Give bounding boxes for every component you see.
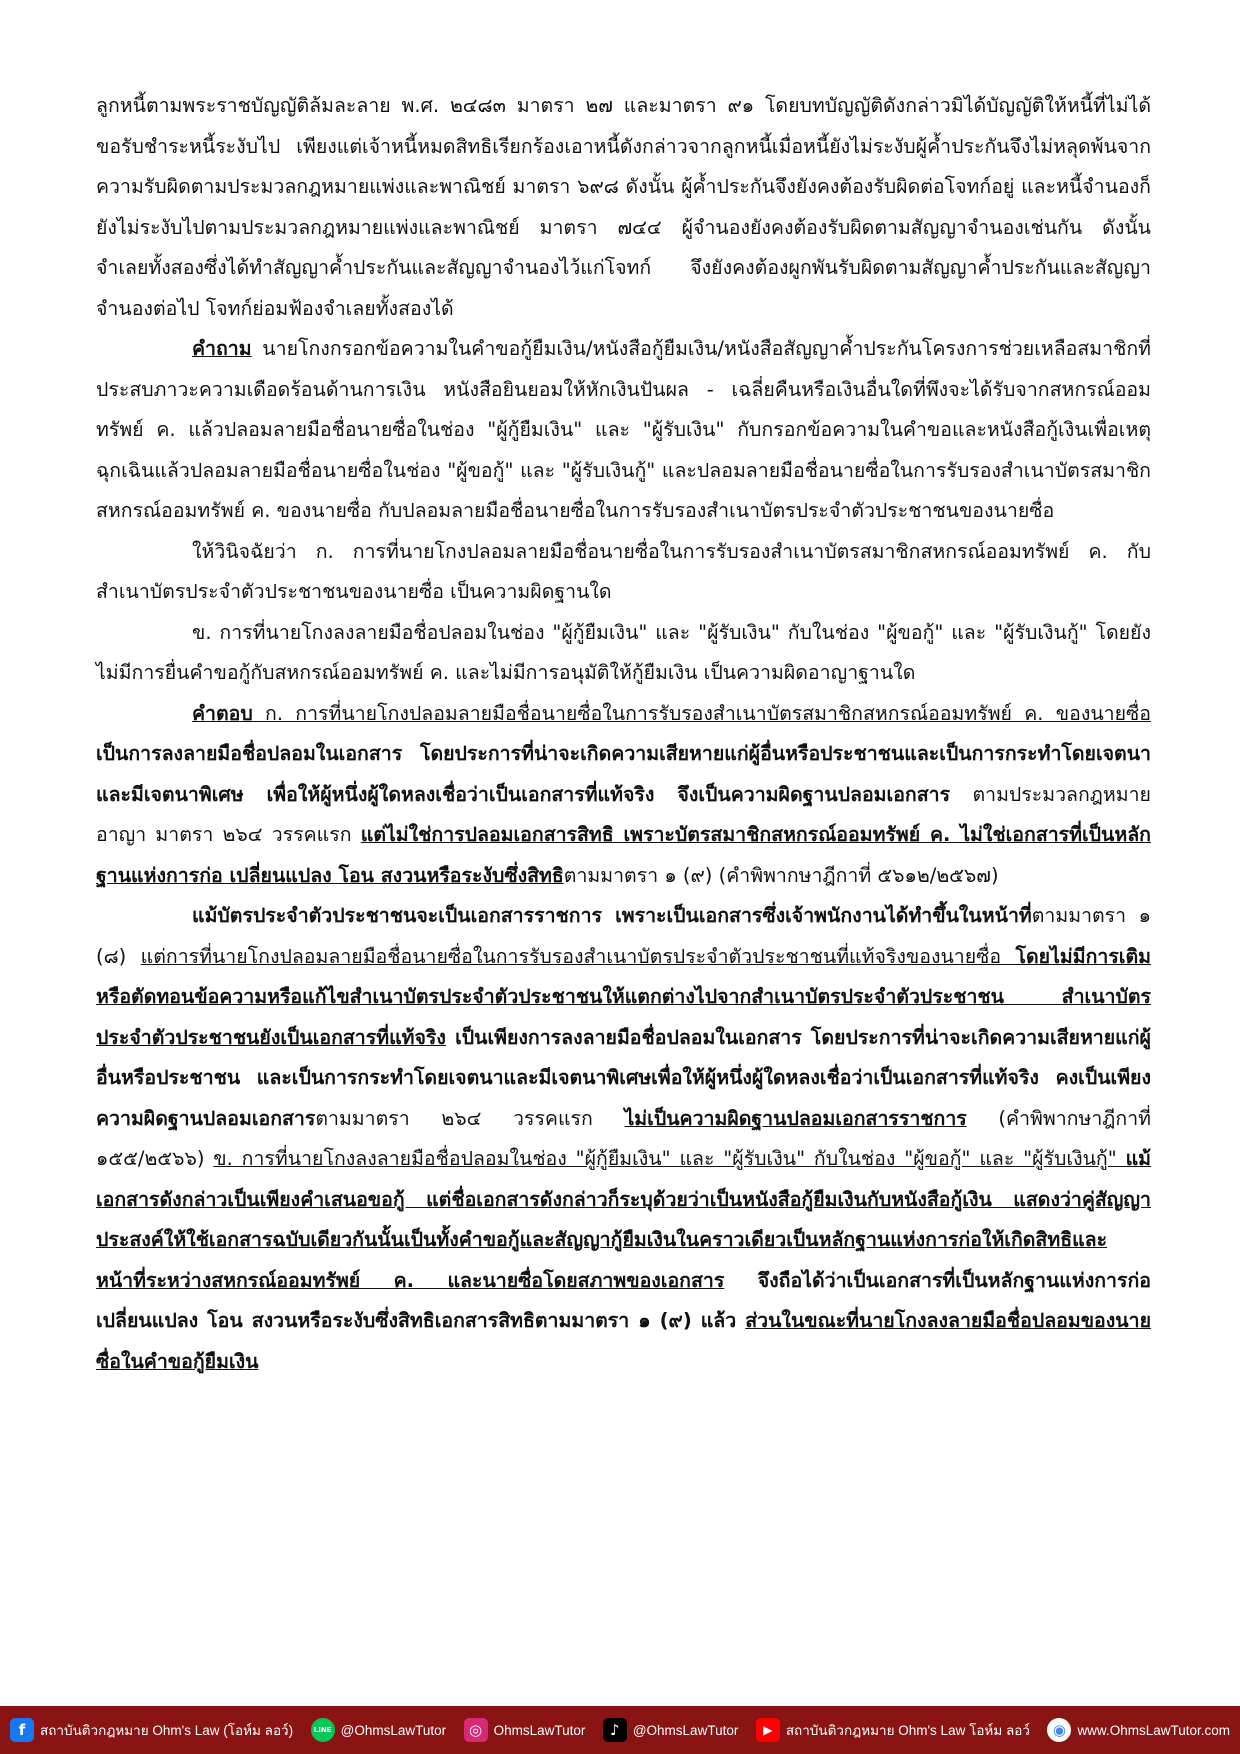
- answer-2-bold-underlined-3: แม้เอกสารดังกล่าวเป็นเพียงคำเสนอขอกู้ แต่ชื่อเอกสารดังกล่าวก็ระบุด้วยว่าเป็นหนังสือกู้ยืมเงินกับหนังสือกู้เงิน แสดงว่าคู่สัญญาประสงค์ให้ใช้เอกสารฉบับเดียวกันนั้นเป็นทั้งคำขอกู้และสัญญากู้ยืมเงินในคราวเดียวเป็นหลักฐานแห่งการก่อให้เกิดสิทธิและหน้าที่ระหว่างสหกรณ์ออมทรัพย์ ค. และนายซื่อโดยสภาพของเอกสาร: [96, 1147, 1151, 1292]
- answer-2-text-2: ตามมาตรา ๒๖๔ วรรคแรก: [315, 1106, 625, 1130]
- answer-2-underlined: แต่การที่นายโกงปลอมลายมือชื่อนายซื่อในการรับรองสำเนาบัตรประจำตัวประชาชนที่แท้จริงของนายซื่อ: [140, 944, 1016, 968]
- website-link[interactable]: [1047, 1718, 1230, 1742]
- youtube-icon: ▶: [756, 1718, 780, 1742]
- answer-2-bold-underlined-2: ไม่เป็นความผิดฐานปลอมเอกสารราชการ: [624, 1106, 967, 1130]
- instagram-text: OhmsLawTutor: [493, 1722, 586, 1738]
- answer-1-underlined: ก. การที่นายโกงปลอมลายมือชื่อนายซื่อในการรับรองสำเนาบัตรสมาชิกสหกรณ์ออมทรัพย์ ค. ของนายซื่อ: [252, 701, 1151, 725]
- tiktok-text: @OhmsLawTutor: [632, 1722, 739, 1738]
- facebook-icon: f: [10, 1718, 34, 1742]
- tiktok-link[interactable]: [603, 1718, 738, 1742]
- answer-1-text: ตามประมวลกฎหมายอาญา มาตรา ๒๖๔ วรรคแรก: [96, 782, 1151, 846]
- instagram-link[interactable]: [464, 1718, 586, 1742]
- answer-2-underlined-2: ข. การที่นายโกงลงลายมือชื่อปลอมในช่อง "ผู้กู้ยืมเงิน" และ "ผู้รับเงิน" กับในช่อง "ผู้ขอกู้" และ "ผู้รับเงินกู้": [213, 1147, 1126, 1170]
- paragraph-1: ลูกหนี้ตามพระราชบัญญัติล้มละลาย พ.ศ. ๒๔๘๓ มาตรา ๒๗ และมาตรา ๙๑ โดยบทบัญญัติดังกล่าวมิได้บัญญัติให้หนี้ที่ไม่ได้ขอรับชำระหนี้ระงับไป เพียงแต่เจ้าหนี้หมดสิทธิเรียกร้องเอาหนี้ดังกล่าวจากลูกหนี้เมื่อหนี้ยังไม่ระงับผู้ค้ำประกันจึงไม่หลุดพ้นจากความรับผิดตามประมวลกฎหมายแพ่งและพาณิชย์ มาตรา ๖๙๘ ดังนั้น ผู้ค้ำประกันจึงยังคงต้องรับผิดต่อโจทก์อยู่ และหนี้จำนองก็ยังไม่ระงับไปตามประมวลกฎหมายแพ่งและพาณิชย์ มาตรา ๗๔๔ ผู้จำนองยังคงต้องรับผิดตามสัญญาจำนองเช่นกัน ดังนั้น จำเลยทั้งสองซึ่งได้ทำสัญญาค้ำประกันและสัญญาจำนองไว้แก่โจทก์ จึงยังคงต้องผูกพันรับผิดตามสัญญาค้ำประกันและสัญญาจำนองต่อไป โจทก์ย่อมฟ้องจำเลยทั้งสองได้: [96, 94, 1151, 320]
- question-part-b: ข. การที่นายโกงลงลายมือชื่อปลอมในช่อง "ผู้กู้ยืมเงิน" และ "ผู้รับเงิน" กับในช่อง "ผู้ขอกู้" และ "ผู้รับเงินกู้" โดยยังไม่มีการยื่นคำขอกู้กับสหกรณ์ออมทรัพย์ ค. และไม่มีการอนุมัติให้กู้ยืมเงิน เป็นความผิดอาญาฐานใด: [96, 620, 1151, 684]
- answer-label: คำตอบ: [192, 701, 253, 725]
- website-text: www.OhmsLawTutor.com: [1077, 1722, 1230, 1738]
- line-icon: LINE: [311, 1718, 335, 1742]
- question-paragraph: [96, 329, 1151, 532]
- footer-bar: [0, 1706, 1240, 1754]
- youtube-link[interactable]: [756, 1718, 1030, 1742]
- tiktok-icon: ♪: [603, 1718, 627, 1742]
- line-text: @OhmsLawTutor: [340, 1722, 447, 1738]
- answer-2-bold-underlined: โดยไม่มีการเติมหรือตัดทอนข้อความหรือแก้ไขสำเนาบัตรประจำตัวประชาชนให้แตกต่างไปจากสำเนาบัตรประจำตัวประชาชน สำเนาบัตรประจำตัวประชาชนยังเป็นเอกสารที่แท้จริง: [96, 944, 1151, 1049]
- answer-1-bold-underlined: แต่ไม่ใช่การปลอมเอกสารสิทธิ เพราะบัตรสมาชิกสหกรณ์ออมทรัพย์ ค. ไม่ใช่เอกสารที่เป็นหลักฐานแห่งการก่อ เปลี่ยนแปลง โอน สงวนหรือระงับซึ่งสิทธิ: [96, 823, 1151, 887]
- answer-1-bold: เป็นการลงลายมือชื่อปลอมในเอกสาร โดยประการที่น่าจะเกิดความเสียหายแก่ผู้อื่นหรือประชาชนและเป็นการกระทำโดยเจตนาและมีเจตนาพิเศษ เพื่อให้ผู้หนึ่งผู้ใดหลงเชื่อว่าเป็นเอกสารที่แท้จริง จึงเป็นความผิดฐานปลอมเอกสาร: [96, 742, 1151, 806]
- facebook-text: สถาบันติวกฎหมาย Ohm's Law (โอห์ม ลอว์): [40, 1723, 294, 1738]
- answer-2-bold-underlined-4: ส่วนในขณะที่นายโกงลงลายมือชื่อปลอมของนายซื่อในคำขอกู้ยืมเงิน: [96, 1309, 1151, 1373]
- question-part-a: ให้วินิจฉัยว่า ก. การที่นายโกงปลอมลายมือชื่อนายซื่อในการรับรองสำเนาบัตรสมาชิกสหกรณ์ออมทรัพย์ ค. กับสำเนาบัตรประจำตัวประชาชนของนายซื่อ เป็นความผิดฐานใด: [96, 539, 1151, 603]
- youtube-text: สถาบันติวกฎหมาย Ohm's Law โอห์ม ลอว์: [785, 1723, 1030, 1738]
- line-link[interactable]: [311, 1718, 446, 1742]
- answer-1-text-2: ตามมาตรา ๑ (๙) (คำพิพากษาฎีกาที่ ๕๖๑๒/๒๕๖๗): [563, 863, 999, 887]
- answer-2-bold: แม้บัตรประจำตัวประชาชนจะเป็นเอกสารราชการ เพราะเป็นเอกสารซึ่งเจ้าพนักงานได้ทำขึ้นในหน้าที่: [192, 904, 1032, 927]
- question-label: คำถาม: [192, 337, 252, 360]
- answer-paragraph-2: [96, 896, 1151, 1382]
- instagram-icon: ◎: [464, 1718, 488, 1742]
- answer-paragraph-1: [96, 694, 1151, 897]
- question-text: นายโกงกรอกข้อความในคำขอกู้ยืมเงิน/หนังสือกู้ยืมเงิน/หนังสือสัญญาค้ำประกันโครงการช่วยเหลือสมาชิกที่ประสบภาวะความเดือดร้อนด้านการเงิน หนังสือยินยอมให้หักเงินปันผล - เฉลี่ยคืนหรือเงินอื่นใดที่พึงจะได้รับจากสหกรณ์ออมทรัพย์ ค. แล้วปลอมลายมือชื่อนายซื่อในช่อง "ผู้กู้ยืมเงิน" และ "ผู้รับเงิน" กับกรอกข้อความในคำขอและหนังสือกู้เงินเพื่อเหตุฉุกเฉินแล้วปลอมลายมือชื่อนายซื่อในช่อง "ผู้ขอกู้" และ "ผู้รับเงินกู้" และปลอมลายมือชื่อนายซื่อในการรับรองสำเนาบัตรสมาชิกสหกรณ์ออมทรัพย์ ค. ของนายซื่อ กับปลอมลายมือชื่อนายซื่อในการรับรองสำเนาบัตรประจำตัวประชาชนของนายซื่อ: [96, 337, 1151, 522]
- answer-2-bold-3: จึงถือได้ว่าเป็นเอกสารที่เป็นหลักฐานแห่งการก่อ เปลี่ยนแปลง โอน สงวนหรือระงับซึ่งสิทธิเอกสารสิทธิตามมาตรา ๑ (๙) แล้ว: [96, 1268, 1151, 1332]
- answer-2-bold-2: เป็นเพียงการลงลายมือชื่อปลอมในเอกสาร โดยประการที่น่าจะเกิดความเสียหายแก่ผู้อื่นหรือประชาชน และเป็นการกระทำโดยเจตนาและมีเจตนาพิเศษเพื่อให้ผู้หนึ่งผู้ใดหลงเชื่อว่าเป็นเอกสารที่แท้จริง คงเป็นเพียงความผิดฐานปลอมเอกสาร: [96, 1025, 1151, 1130]
- answer-2-text-3: (คำพิพากษาฎีกาที่ ๑๕๕/๒๕๖๖): [96, 1106, 1151, 1170]
- document-body: [96, 86, 1151, 1382]
- facebook-link[interactable]: [10, 1718, 293, 1742]
- globe-icon: ◉: [1047, 1718, 1071, 1742]
- answer-2-text: ตามมาตรา ๑ (๘): [96, 904, 1151, 968]
